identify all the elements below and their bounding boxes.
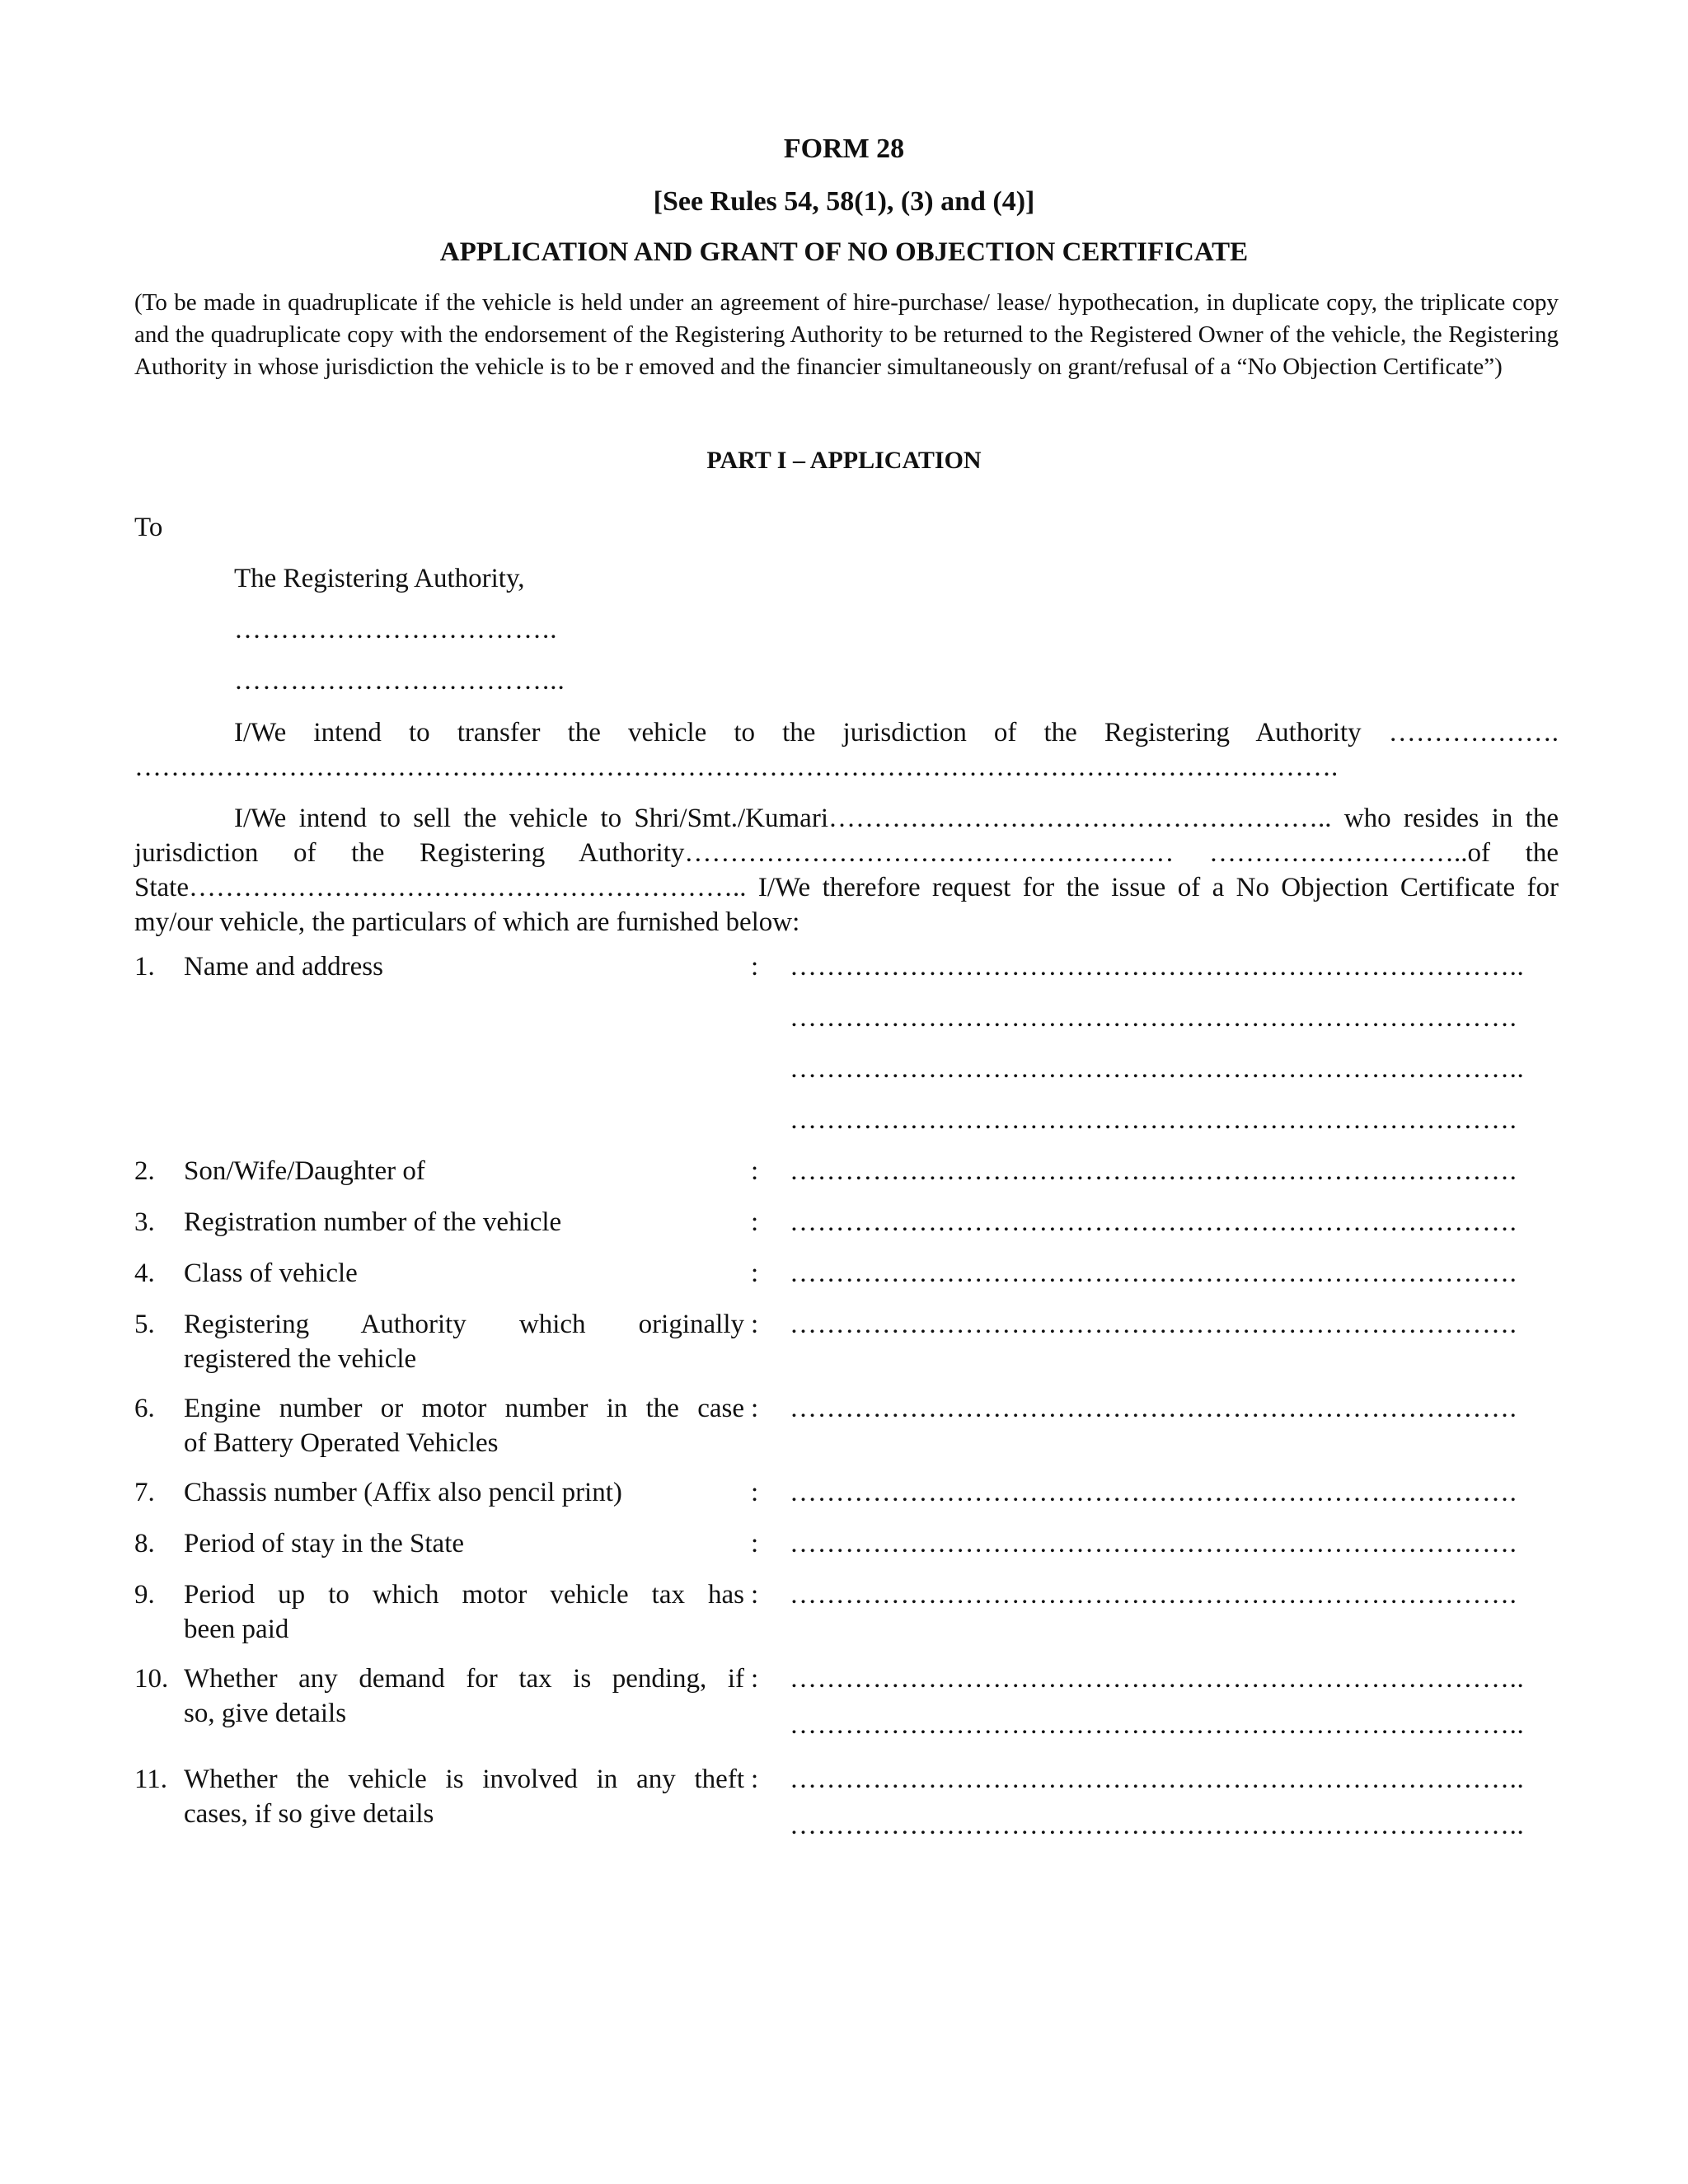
item-blank-field[interactable]: ……………………………………………………………………. <box>790 1310 1517 1339</box>
transfer-intent-paragraph: I/We intend to transfer the vehicle to the jurisdiction of the Registering Authority ………………. ……………………………………………………………………………………………………………………. <box>134 718 1559 782</box>
item-blank-field[interactable]: …………………………………………………………………….. <box>790 952 1525 982</box>
item-blank-field[interactable]: ……………………………………………………………………. <box>790 1156 1517 1186</box>
item-blank-field[interactable]: …………………………………………………………………….. <box>790 1765 1525 1794</box>
item-number: 11. <box>134 1765 168 1794</box>
rules-reference: [See Rules 54, 58(1), (3) and (4)] <box>653 186 1035 217</box>
item-label-line-1: Registering Authority which originally <box>184 1310 744 1339</box>
instruction-note: (To be made in quadruplicate if the vehicle is held under an agreement of hire-purchase/ lease/ hypothecation, in duplicate copy, the triplicate copy and the quadruplicate copy with the endorsement of the Registering Authority to be returned to the Registered Owner of the vehicle, the Registering Authority in whose jurisdiction the vehicle is to be r emoved and the financier simultaneously on grant/refusal of a “No Objection Certificate”) <box>134 289 1559 380</box>
item-number: 6. <box>134 1394 155 1423</box>
item-colon: : <box>751 1310 759 1339</box>
item-colon: : <box>751 1156 759 1186</box>
item-label: Registration number of the vehicle <box>184 1207 562 1237</box>
item-blank-field[interactable]: ……………………………………………………………………. <box>790 1394 1517 1423</box>
item-colon: : <box>751 1529 759 1558</box>
item-colon: : <box>751 1394 759 1423</box>
item-label: Chassis number (Affix also pencil print) <box>184 1478 622 1507</box>
item-label-line-2: cases, if so give details <box>184 1799 434 1829</box>
item-number: 7. <box>134 1478 155 1507</box>
item-number: 4. <box>134 1258 155 1288</box>
item-blank-field[interactable]: ……………………………………………………………………. <box>790 1580 1517 1610</box>
item-label: Name and address <box>184 952 383 982</box>
item-colon: : <box>751 1207 759 1237</box>
item-blank-field[interactable]: ……………………………………………………………………. <box>790 1258 1517 1288</box>
main-heading: APPLICATION AND GRANT OF NO OBJECTION CERTIFICATE <box>439 237 1249 267</box>
item-number: 10. <box>134 1664 169 1694</box>
item-label-line-2: been paid <box>184 1615 289 1644</box>
item-blank-field[interactable]: ……………………………………………………………………. <box>790 1478 1517 1507</box>
item-colon: : <box>751 1580 759 1610</box>
item-label-line-1: Whether the vehicle is involved in any theft <box>184 1765 744 1794</box>
item-colon: : <box>751 1765 759 1794</box>
item-blank-field[interactable]: …………………………………………………………………….. <box>790 1664 1525 1694</box>
item-number: 5. <box>134 1310 155 1339</box>
item-blank-field[interactable]: ……………………………………………………………………. <box>790 1003 1517 1033</box>
item-label-line-1: Engine number or motor number in the case <box>184 1394 744 1423</box>
item-label: Period of stay in the State <box>184 1529 465 1558</box>
to-label: To <box>134 513 163 542</box>
sale-intent-paragraph: I/We intend to sell the vehicle to Shri/Smt./Kumari……………………………………………….. who resides in the jurisdiction of the Registering Authority……………………………………………… ………………………..of the State…………………………………………………….. I/We therefore request for the issue of a No Objection Certificate for my/our vehicle, the particulars of which are furnished below: <box>134 804 1559 937</box>
item-blank-field[interactable]: ……………………………………………………………………. <box>790 1529 1517 1558</box>
authority-address-blank-1[interactable]: …………………………….. <box>234 615 558 644</box>
item-colon: : <box>751 1664 759 1694</box>
item-blank-field[interactable]: …………………………………………………………………….. <box>790 1710 1525 1740</box>
authority-address-blank-2[interactable]: ……………………………... <box>234 666 565 696</box>
item-colon: : <box>751 1258 759 1288</box>
item-colon: : <box>751 1478 759 1507</box>
part-heading: PART I – APPLICATION <box>706 447 982 474</box>
item-colon: : <box>751 952 759 982</box>
item-label: Class of vehicle <box>184 1258 358 1288</box>
item-blank-field[interactable]: ……………………………………………………………………. <box>790 1105 1517 1135</box>
item-number: 8. <box>134 1529 155 1558</box>
item-number: 2. <box>134 1156 155 1186</box>
item-number: 9. <box>134 1580 155 1610</box>
item-blank-field[interactable]: …………………………………………………………………….. <box>790 1811 1525 1840</box>
item-blank-field[interactable]: ……………………………………………………………………. <box>790 1207 1517 1237</box>
item-number: 3. <box>134 1207 155 1237</box>
item-label-line-2: registered the vehicle <box>184 1344 417 1374</box>
item-number: 1. <box>134 952 155 982</box>
item-label-line-1: Whether any demand for tax is pending, if <box>184 1664 744 1694</box>
registering-authority-line: The Registering Authority, <box>234 564 525 593</box>
form-title: FORM 28 <box>783 134 905 164</box>
item-blank-field[interactable]: …………………………………………………………………….. <box>790 1054 1525 1084</box>
item-label-line-2: of Battery Operated Vehicles <box>184 1428 499 1458</box>
item-label-line-1: Period up to which motor vehicle tax has <box>184 1580 744 1610</box>
item-label: Son/Wife/Daughter of <box>184 1156 425 1186</box>
item-label-line-2: so, give details <box>184 1699 347 1728</box>
